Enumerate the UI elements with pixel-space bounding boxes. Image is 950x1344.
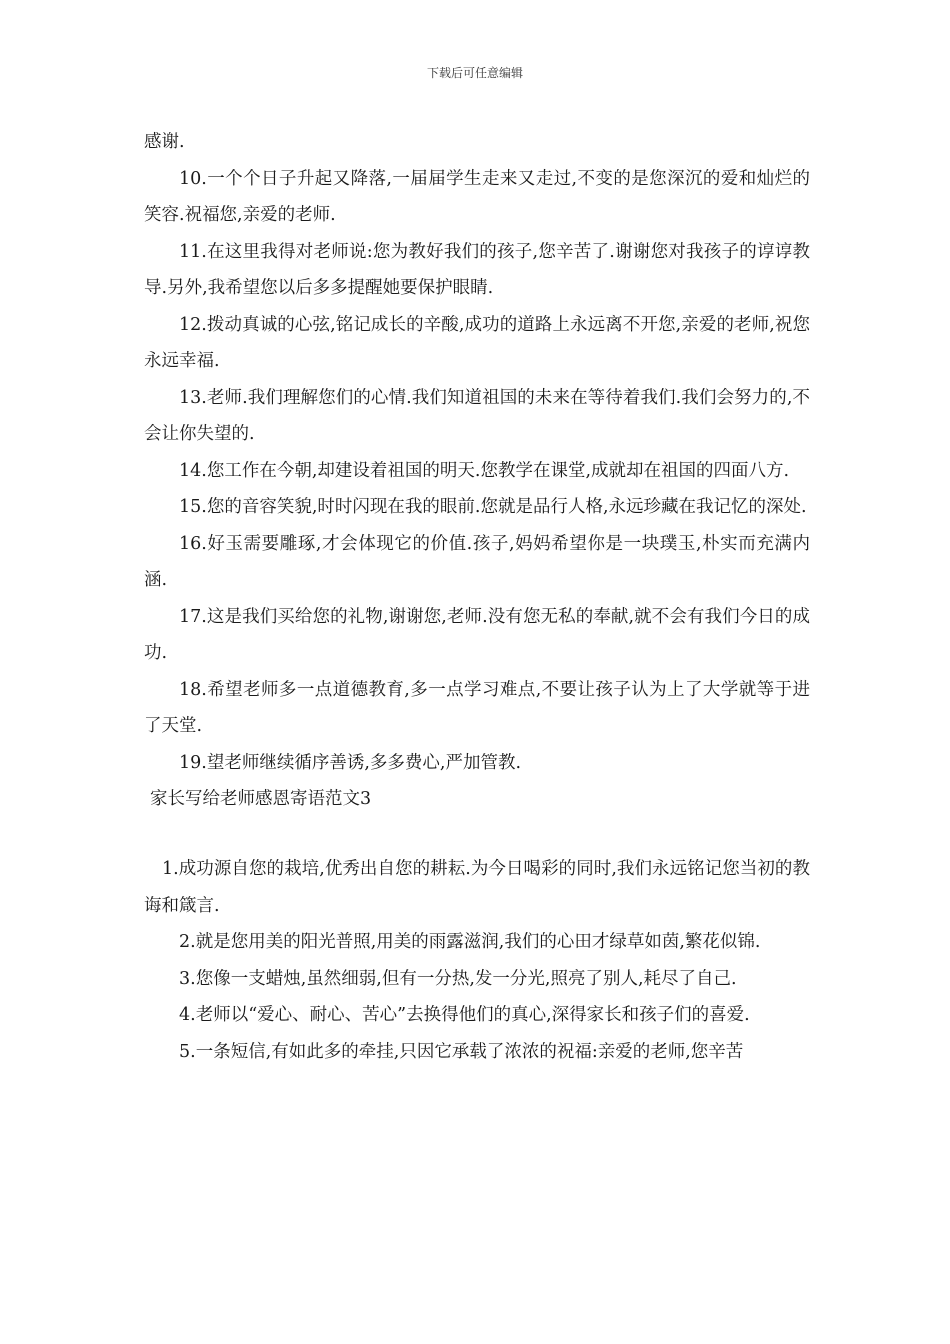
continuation-text: 感谢. — [144, 132, 185, 152]
list-item: 15.您的音容笑貌,时时闪现在我的眼前.您就是品行人格,永远珍藏在我记忆的深处. — [179, 497, 807, 517]
list-item: 4.老师以“爱心、耐心、苦心”去换得他们的真心,深得家长和孩子们的喜爱. — [179, 1005, 750, 1025]
list-item: 17.这是我们买给您的礼物,谢谢您,老师.没有您无私的奉献,就不会有我们今日的成功. — [144, 606, 810, 663]
list-item: 10.一个个日子升起又降落,一届届学生走来又走过,不变的是您深沉的爱和灿烂的笑容.祝福您,亲爱的老师. — [144, 168, 810, 225]
list-item: 18.希望老师多一点道德教育,多一点学习难点,不要让孩子认为上了大学就等于进了天堂. — [144, 679, 810, 736]
list-item: 1.成功源自您的栽培,优秀出自您的耕耘.为今日喝彩的同时,我们永远铭记您当初的教诲和箴言. — [144, 859, 810, 916]
list-item: 12.拨动真诚的心弦,铭记成长的辛酸,成功的道路上永远离不开您,亲爱的老师,祝您永远幸福. — [144, 314, 810, 371]
list-item: 19.望老师继续循序善诱,多多费心,严加管教. — [179, 752, 522, 773]
list-item: 13.老师.我们理解您们的心情.我们知道祖国的未来在等待着我们.我们会努力的,不会让你失望的. — [144, 387, 810, 444]
list-item: 2.就是您用美的阳光普照,用美的雨露滋润,我们的心田才绿草如茵,繁花似锦. — [179, 932, 761, 952]
list-item: 3.您像一支蜡烛,虽然细弱,但有一分热,发一分光,照亮了别人,耗尽了自己. — [179, 968, 737, 989]
spacer — [144, 817, 810, 851]
list-item: 5.一条短信,有如此多的牵挂,只因它承载了浓浓的祝福:亲爱的老师,您辛苦 — [179, 1041, 744, 1062]
list-item: 16.好玉需要雕琢,才会体现它的价值.孩子,妈妈希望你是一块璞玉,朴实而充满内涵. — [144, 533, 810, 590]
list-item: 14.您工作在今朝,却建设着祖国的明天.您教学在课堂,成就却在祖国的四面八方. — [179, 460, 790, 481]
document-body — [144, 124, 810, 1070]
page-header: 下载后可任意编辑 — [426, 66, 523, 80]
list-item: 11.在这里我得对老师说:您为教好我们的孩子,您辛苦了.谢谢您对我孩子的谆谆教导.另外,我希望您以后多多提醒她要保护眼睛. — [144, 241, 810, 298]
section-title: 家长写给老师感恩寄语范文3 — [150, 789, 372, 809]
